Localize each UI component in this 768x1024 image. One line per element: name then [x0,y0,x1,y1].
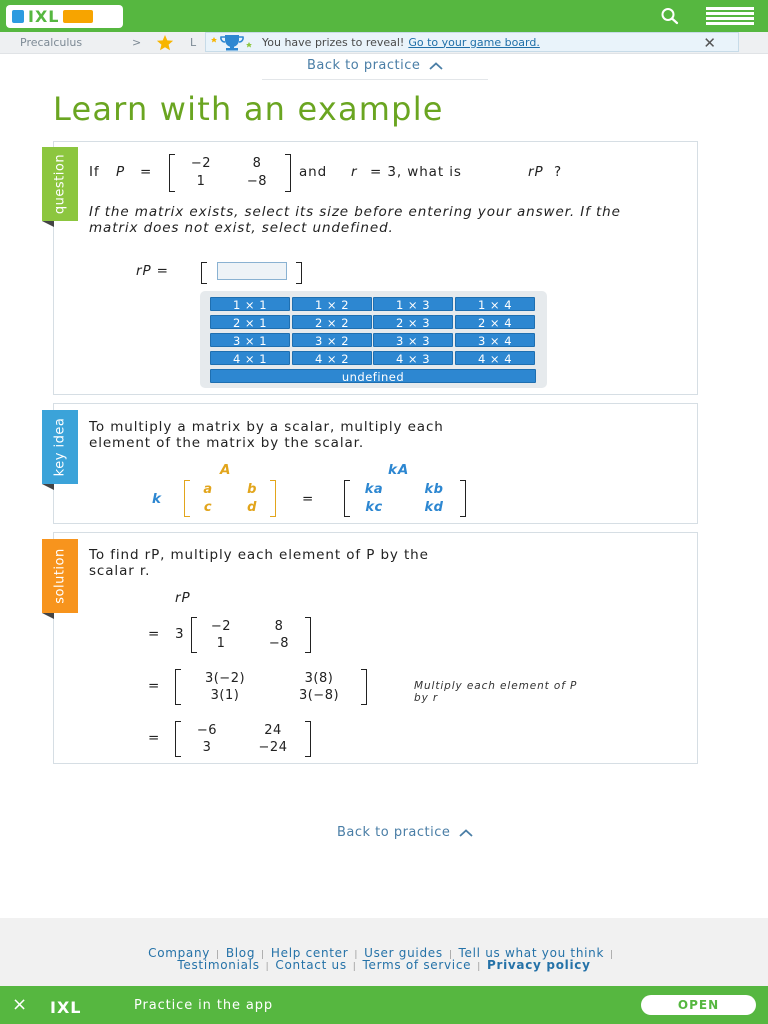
scalar-k: k [152,491,162,507]
size-button[interactable]: 1 × 2 [292,297,372,311]
size-button[interactable]: 1 × 1 [210,297,290,311]
size-button[interactable]: 1 × 4 [455,297,535,311]
key-idea-line1: To multiply a matrix by a scalar, multiply each [89,419,444,435]
matrix-cell: kd [424,500,444,515]
question-eq: = [140,164,153,180]
matrix-cell: −24 [258,740,288,755]
size-button[interactable]: 2 × 2 [292,315,372,329]
size-button[interactable]: 1 × 3 [373,297,453,311]
size-button[interactable]: 4 × 4 [455,351,535,365]
close-icon[interactable]: ✕ [703,34,716,52]
back-to-practice-label: Back to practice [306,58,421,73]
footer-separator: | [448,950,453,960]
footer-separator: | [354,950,359,960]
step2-note-line1: Multiply each element of P [414,680,578,692]
close-icon[interactable]: × [12,994,28,1015]
matrix-cell: 3 [202,740,212,755]
matrix-cell: 3(1) [210,688,240,703]
back-to-practice-label: Back to practice [336,825,451,840]
step1-eq: = [148,626,161,642]
step2-matrix [175,669,367,705]
footer-link[interactable]: Help center [270,946,349,960]
matrix-cell: −2 [190,156,212,171]
app-banner-logo: IXL [50,998,82,1017]
solution-line1: To find rP, multiply each element of P by the [89,547,429,563]
top-bar [0,0,768,32]
matrix-cell: 8 [252,156,262,171]
matrix-cell: c [203,500,213,515]
size-button[interactable]: 4 × 3 [373,351,453,365]
question-tab-label: question [52,153,68,215]
matrix-cell: 8 [274,619,284,634]
back-to-practice-link[interactable] [262,58,488,80]
footer-link[interactable]: Contact us [275,958,347,972]
chevron-up-icon [429,62,443,70]
step2-note [414,680,577,704]
breadcrumb-skill[interactable]: L [190,36,197,49]
step2-note-line2: by r [414,692,439,704]
key-idea-line2: element of the matrix by the scalar. [89,435,365,451]
footer-separator: | [352,962,357,972]
size-button[interactable]: 3 × 4 [455,333,535,347]
question-var-r: r [351,164,358,180]
key-idea-card [53,403,698,524]
size-button[interactable]: 2 × 3 [373,315,453,329]
matrix-p [169,154,291,192]
footer-link[interactable]: Tell us what you think [458,946,605,960]
matrix-cell: kb [424,482,444,497]
size-button[interactable]: 3 × 3 [373,333,453,347]
matrix-cell: 24 [264,723,282,738]
key-idea-tab-label: key idea [52,417,68,477]
size-button[interactable]: 3 × 1 [210,333,290,347]
question-r-value: = 3, what is [370,164,462,180]
label-ka: kA [388,462,410,478]
matrix-cell: kc [365,500,383,515]
solution-line2: scalar r. [89,563,151,579]
footer-link[interactable]: Company [148,946,211,960]
footer-separator: | [265,962,270,972]
footer-separator: | [216,950,220,960]
matrix-a [184,480,276,517]
matrix-cell: 3(−2) [204,671,246,686]
key-idea-eq: = [302,491,315,507]
app-banner [0,986,768,1024]
solution-tab-label: solution [52,548,68,604]
footer-link[interactable]: User guides [364,946,443,960]
page-title: Learn with an example [53,90,444,128]
matrix-cell: −2 [210,619,232,634]
prize-banner [205,32,739,52]
footer-links-row2 [0,958,768,972]
matrix-cell: b [247,482,257,497]
matrix-cell: 1 [216,636,226,651]
matrix-cell: ka [364,482,384,497]
game-board-link[interactable]: Go to your game board. [408,35,540,49]
size-button[interactable]: 2 × 4 [455,315,535,329]
footer-separator: | [610,950,614,960]
step2-eq: = [148,678,161,694]
footer-separator: | [261,950,265,960]
step1-scalar: 3 [175,626,185,642]
step3-eq: = [148,730,161,746]
breadcrumb-separator: > [132,36,142,49]
solution-card [53,532,698,764]
matrix-cell: −8 [246,174,268,189]
solution-label-rp: rP [175,590,191,606]
matrix-cell: −8 [268,636,290,651]
footer-link[interactable]: Terms of service [362,958,472,972]
open-app-button[interactable]: OPEN [641,995,756,1015]
label-a: A [220,462,232,478]
answer-label: rP = [136,263,169,279]
trophy-icon [210,33,254,51]
matrix-cell: 3(−8) [298,688,340,703]
matrix-cell: 1 [196,174,206,189]
step3-matrix [175,721,311,757]
question-instruction: If the matrix exists, select its size before entering your answer. If the matrix does not exist, select undefined. [89,204,621,236]
size-button[interactable]: 4 × 1 [210,351,290,365]
question-end: ? [554,164,563,180]
answer-input[interactable] [217,262,287,280]
matrix-size-selector [200,291,547,388]
breadcrumb-subject[interactable]: Precalculus [20,36,83,49]
footer-link[interactable]: Blog [225,946,256,960]
undefined-button[interactable]: undefined [210,369,536,383]
matrix-cell: −6 [196,723,218,738]
menu-icon[interactable] [706,7,754,25]
size-button[interactable]: 4 × 2 [292,351,372,365]
question-var-p: P [116,164,126,180]
logo-block-blue [12,10,24,23]
app-banner-text: Practice in the app [134,998,274,1013]
logo-text: IXL [28,7,60,26]
logo-block-orange [63,10,93,23]
question-tab [42,147,78,221]
size-button[interactable]: 2 × 1 [210,315,290,329]
matrix-ka [344,480,466,517]
matrix-cell: d [247,500,257,515]
step1-matrix [191,617,311,653]
back-to-practice-link-bottom[interactable] [290,825,520,840]
chevron-up-icon [459,829,473,837]
size-button[interactable]: 3 × 2 [292,333,372,347]
question-prefix: If [89,164,100,180]
prize-text: You have prizes to reveal! [262,35,405,49]
search-icon[interactable] [660,7,680,25]
privacy-policy-link[interactable]: Privacy policy [486,958,591,972]
footer-link[interactable]: Testimonials [177,958,260,972]
question-var-rp: rP [528,164,544,180]
ixl-logo[interactable] [6,5,123,28]
footer-separator: | [477,962,481,972]
matrix-cell: a [203,482,213,497]
key-idea-tab [42,410,78,484]
matrix-cell: 3(8) [304,671,334,686]
question-mid: and [299,164,328,180]
solution-tab [42,539,78,613]
star-icon [156,35,174,51]
